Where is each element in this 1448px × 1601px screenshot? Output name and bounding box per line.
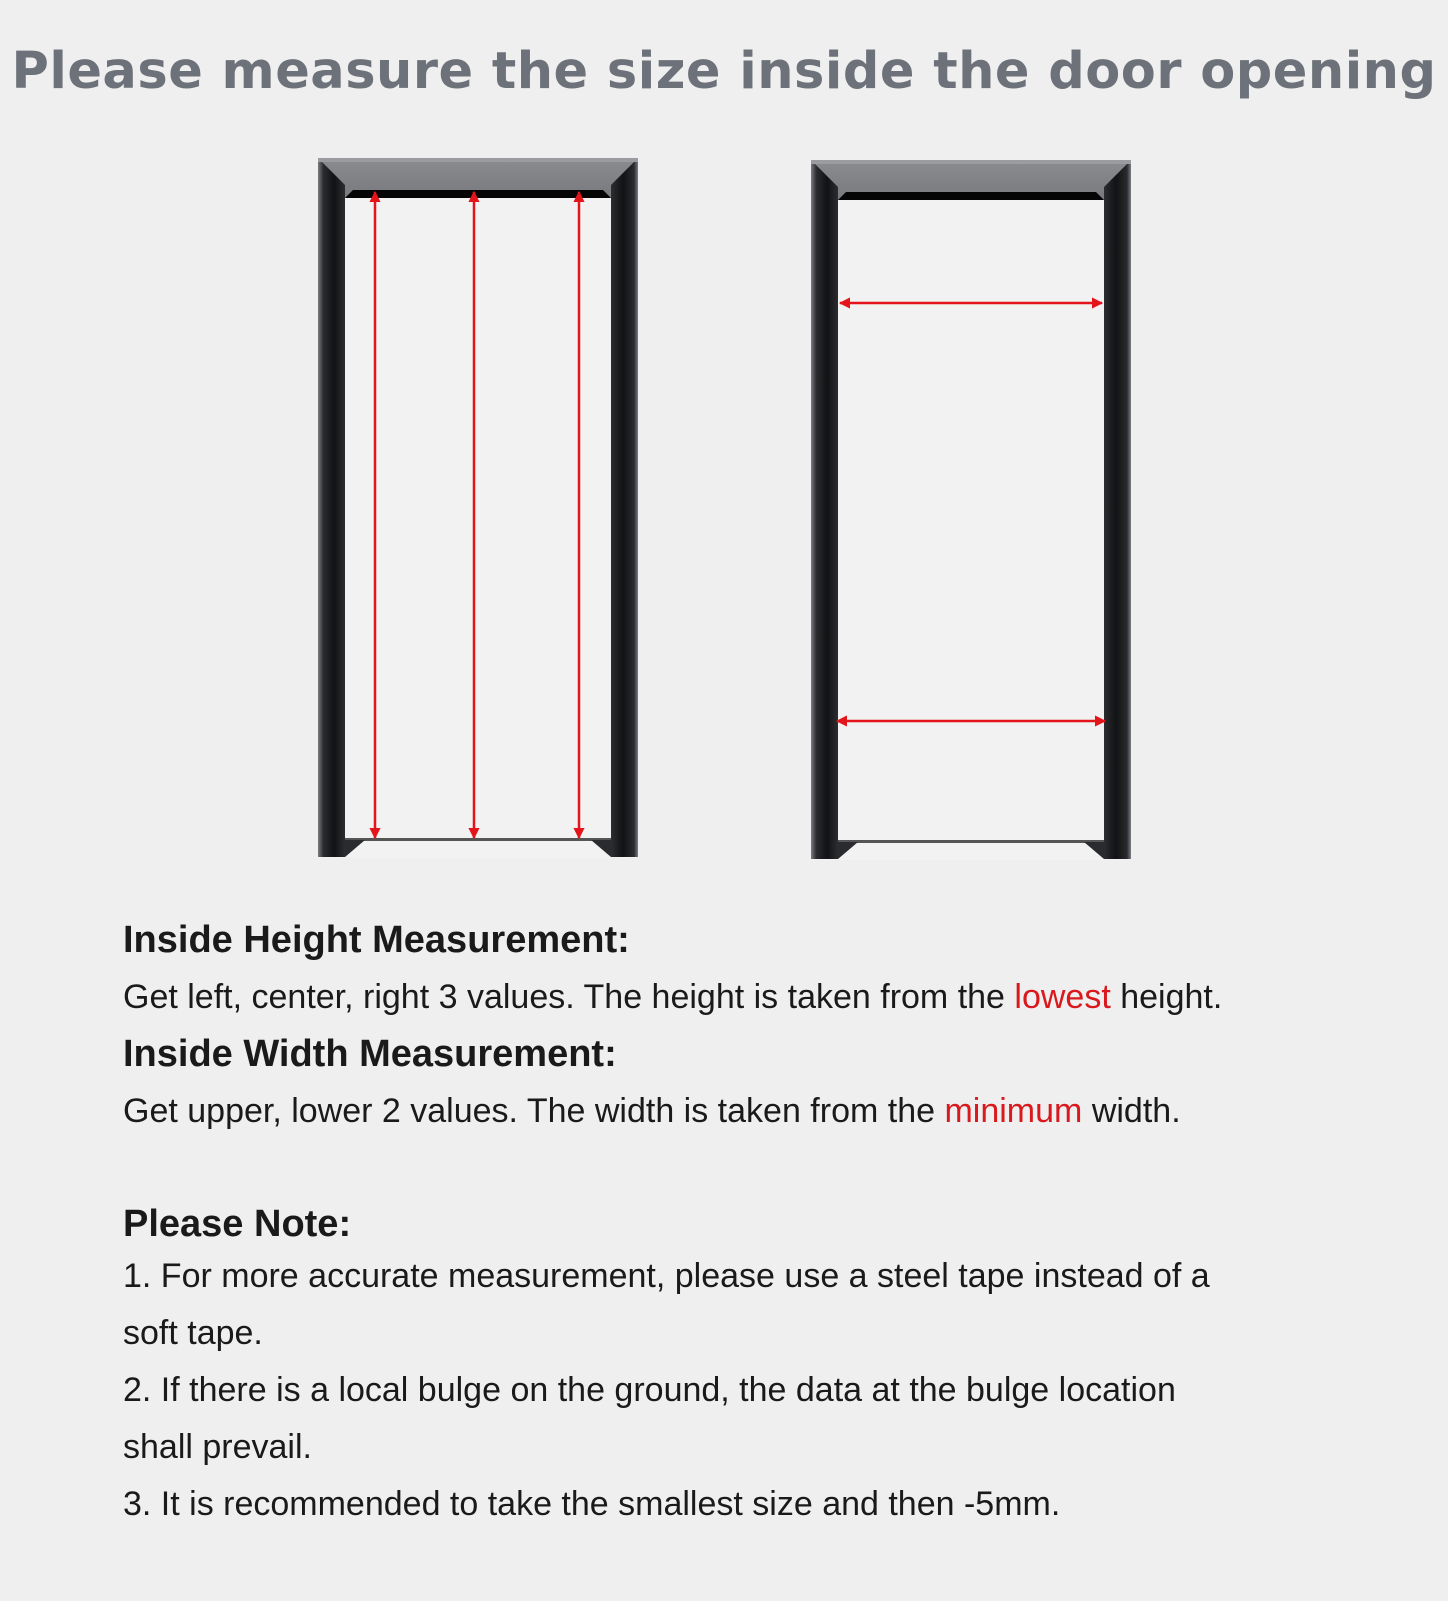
- height-heading: Inside Height Measurement:: [123, 919, 630, 961]
- width-highlight: minimum: [944, 1091, 1083, 1130]
- note-line: soft tape.: [123, 1313, 263, 1352]
- width-text-before: Get upper, lower 2 values. The width is taken from the: [123, 1091, 945, 1130]
- height-text-before: Get left, center, right 3 values. The height is taken from the: [123, 977, 1015, 1016]
- height-section: [123, 918, 1403, 1018]
- width-text-after: width.: [1082, 1091, 1181, 1130]
- notes-heading: Please Note:: [123, 1203, 352, 1245]
- page-title: Please measure the size inside the door opening: [11, 42, 1437, 101]
- height-description: [123, 976, 1403, 1019]
- note-line: 2. If there is a local bulge on the ground, the data at the bulge location: [123, 1370, 1176, 1409]
- right-door-frame: [811, 160, 1131, 860]
- door-frame-diagram: [0, 150, 1448, 870]
- note-line: 3. It is recommended to take the smallest size and then -5mm.: [123, 1484, 1061, 1523]
- left-door-frame: [318, 158, 638, 858]
- note-line: shall prevail.: [123, 1427, 312, 1466]
- notes-section: [123, 1202, 1403, 1533]
- note-line: 1. For more accurate measurement, please use a steel tape instead of a: [123, 1256, 1210, 1295]
- width-description: [123, 1090, 1403, 1133]
- height-highlight: lowest: [1014, 977, 1111, 1016]
- height-text-after: height.: [1110, 977, 1223, 1016]
- width-heading: Inside Width Measurement:: [123, 1033, 617, 1075]
- width-section: [123, 1032, 1403, 1132]
